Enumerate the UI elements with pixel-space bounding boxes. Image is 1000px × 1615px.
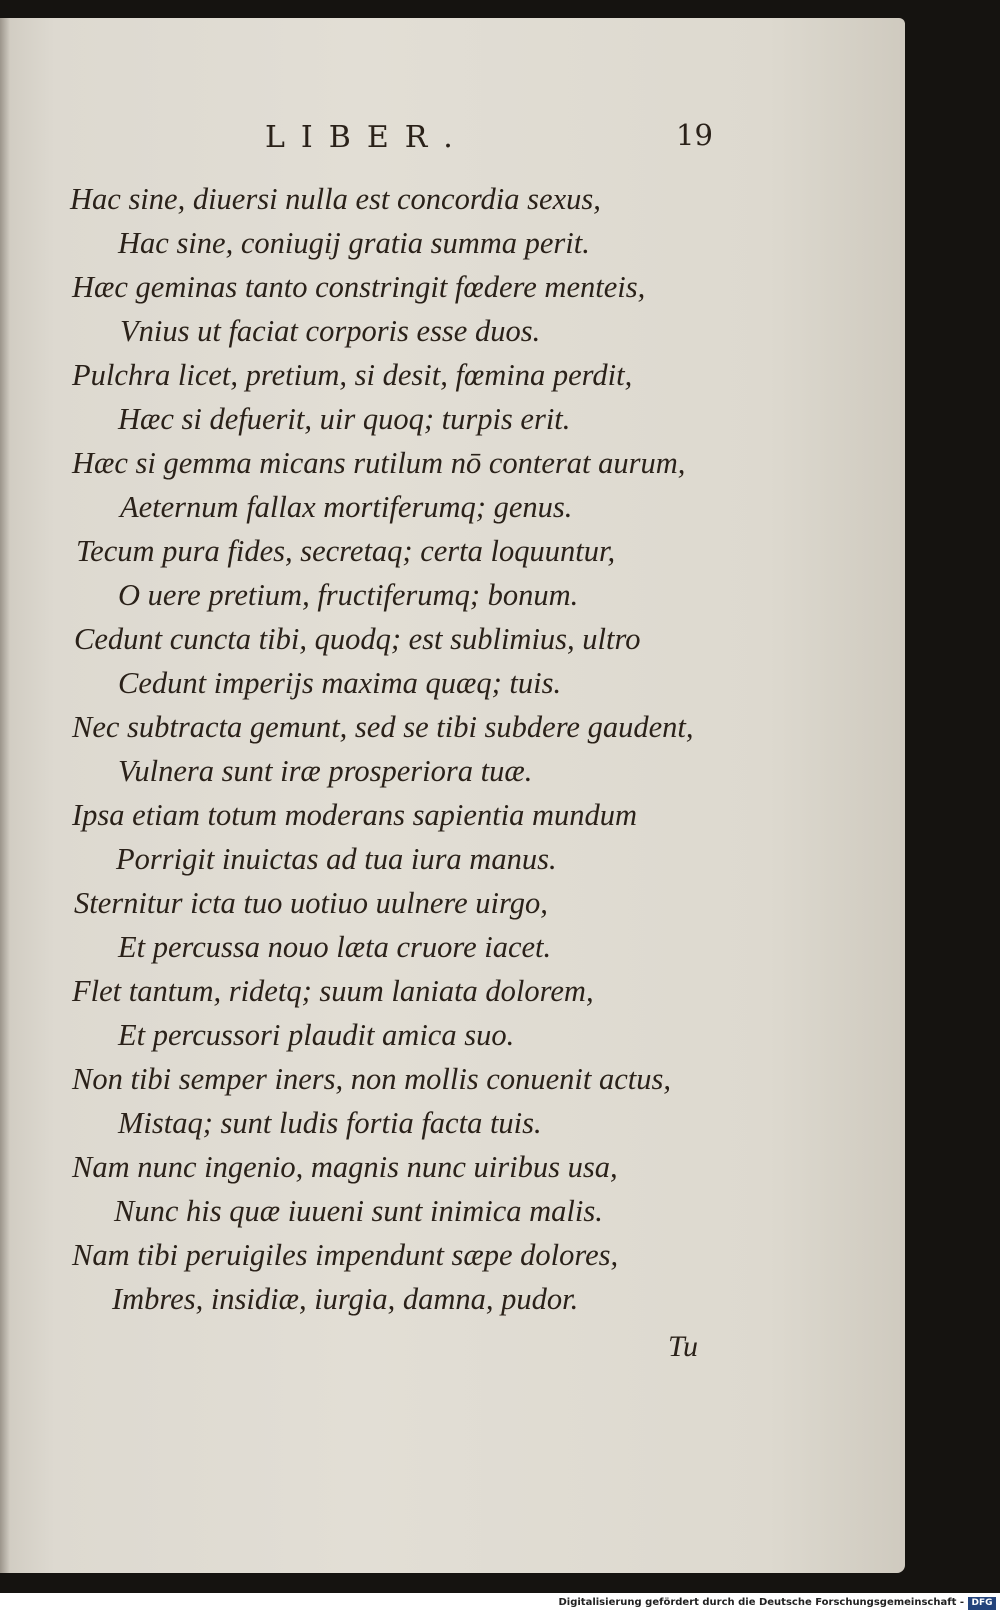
catchword: Tu <box>668 1330 699 1363</box>
verse-line: Aeternum fallax mortiferumq; genus. <box>120 490 573 524</box>
verse-line: Pulchra licet, pretium, si desit, fœmina perdit, <box>72 358 633 392</box>
verse-line: Vnius ut faciat corporis esse duos. <box>120 314 541 348</box>
folio-number: 19 <box>676 118 713 152</box>
dfg-logo: DFG <box>968 1597 996 1610</box>
verse-line: O uere pretium, fructiferumq; bonum. <box>118 578 579 612</box>
verse-line: Ipsa etiam totum moderans sapientia mundum <box>72 798 638 832</box>
verse-line: Nam nunc ingenio, magnis nunc uiribus usa, <box>72 1150 618 1184</box>
verse-line: Hac sine, diuersi nulla est concordia sexus, <box>70 182 601 216</box>
verse-line: Hæc si defuerit, uir quoq; turpis erit. <box>118 402 571 436</box>
verse-line: Flet tantum, ridetq; suum laniata dolorem, <box>72 974 594 1008</box>
verse-line: Cedunt cuncta tibi, quodq; est sublimius, ultro <box>74 622 641 656</box>
verse-line: Et percussa nouo læta cruore iacet. <box>118 930 552 964</box>
verse-line: Tecum pura fides, secretaq; certa loquuntur, <box>76 534 616 568</box>
gutter-shadow <box>0 18 10 1573</box>
verse-line: Nam tibi peruigiles impendunt sæpe dolores, <box>72 1238 619 1272</box>
verse-line: Porrigit inuictas ad tua iura manus. <box>116 842 557 876</box>
verse-line: Sternitur icta tuo uotiuo uulnere uirgo, <box>74 886 548 920</box>
verse-line: Nunc his quæ iuueni sunt inimica malis. <box>114 1194 603 1228</box>
verse-line: Vulnera sunt iræ prosperiora tuæ. <box>118 754 533 788</box>
verse-line: Hæc si gemma micans rutilum nō conterat aurum, <box>72 446 686 480</box>
verse-line: Non tibi semper iners, non mollis conuenit actus, <box>72 1062 671 1096</box>
running-title: LIBER. <box>265 120 469 155</box>
verse-line: Nec subtracta gemunt, sed se tibi subdere gaudent, <box>72 710 694 744</box>
digitization-credit: Digitalisierung gefördert durch die Deutsche Forschungsgemeinschaft - <box>558 1597 964 1608</box>
verse-line: Cedunt imperijs maxima quæq; tuis. <box>118 666 562 700</box>
verse-line: Imbres, insidiæ, iurgia, damna, pudor. <box>112 1282 579 1316</box>
verse-line: Mistaq; sunt ludis fortia facta tuis. <box>118 1106 542 1140</box>
verse-line: Hæc geminas tanto constringit fœdere menteis, <box>72 270 646 304</box>
verse-line: Hac sine, coniugij gratia summa perit. <box>118 226 590 260</box>
verse-line: Et percussori plaudit amica suo. <box>118 1018 515 1052</box>
